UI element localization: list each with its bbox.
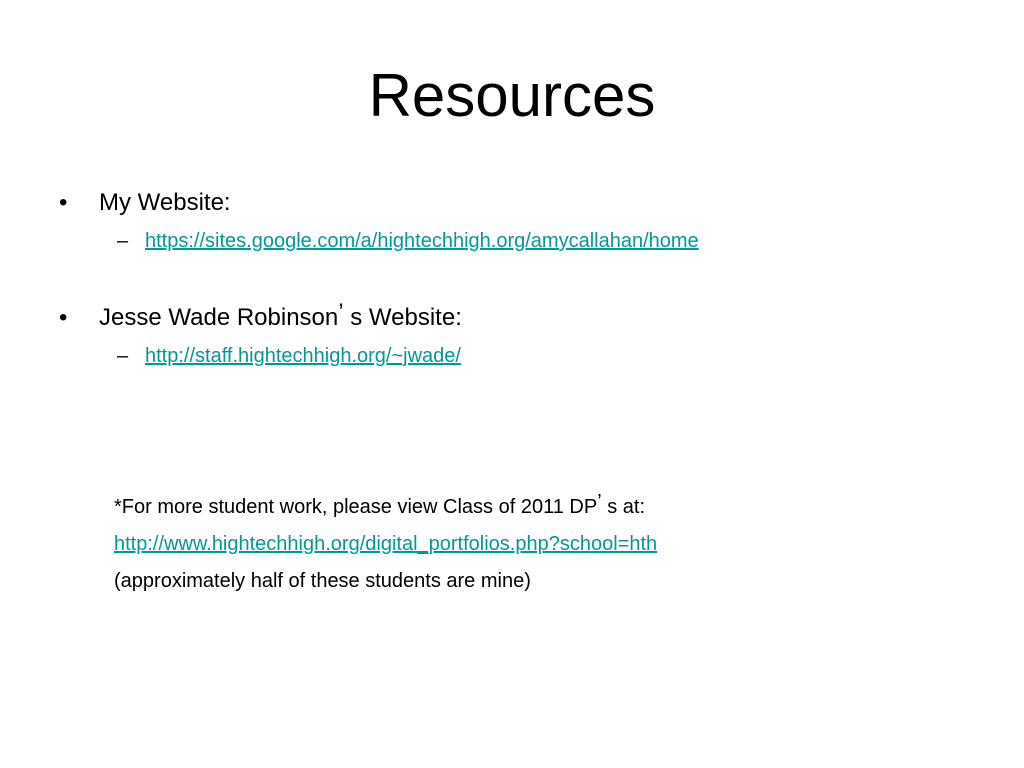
note-text-part1: *For more student work, please view Class of 2011 DP (114, 496, 598, 518)
digital-portfolios-link[interactable]: http://www.hightechhigh.org/digital_portfolios.php?school=hth (114, 533, 658, 555)
bullet-marker: • (59, 304, 68, 331)
note-text-line3: (approximately half of these students are mine) (114, 570, 531, 592)
note-line-1 (114, 493, 645, 521)
apostrophe: ’ (338, 299, 344, 326)
bullet-label (99, 299, 462, 334)
slide-title: Resources (368, 62, 656, 129)
bullet-label-part2: s Website: (350, 304, 462, 331)
bullet-marker: • (59, 189, 68, 216)
dash-marker: – (117, 345, 129, 367)
apostrophe: ’ (597, 491, 602, 513)
dash-marker: – (117, 230, 129, 252)
my-website-link[interactable]: https://sites.google.com/a/hightechhigh.org/amycallahan/home (145, 230, 699, 252)
note-line-3 (114, 567, 531, 595)
bullet-label-part1: Jesse Wade Robinson (99, 304, 339, 331)
bullet-label: My Website: (99, 189, 231, 216)
note-line-2 (114, 530, 657, 558)
note-text-part2: s at: (607, 496, 645, 518)
jesse-website-link[interactable]: http://staff.hightechhigh.org/~jwade/ (145, 345, 461, 367)
